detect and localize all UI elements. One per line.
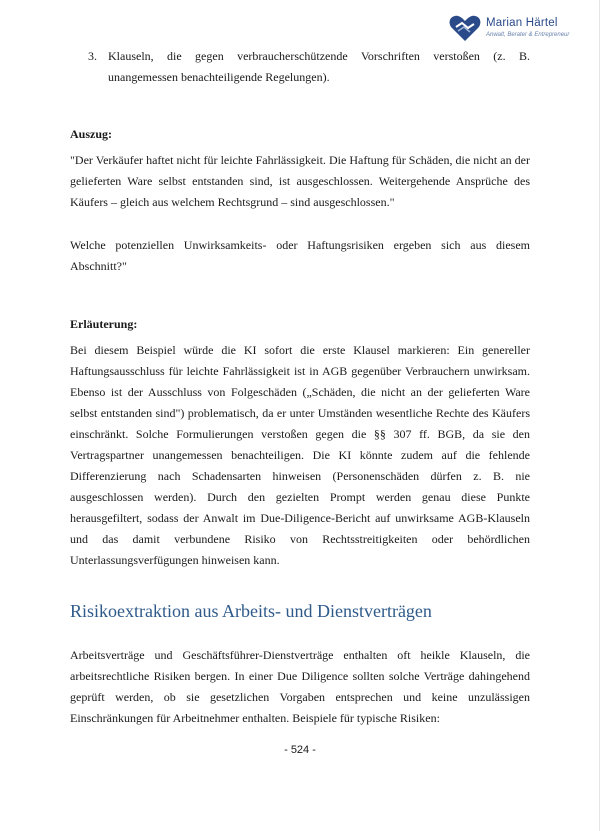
explanation-label: Erläuterung: — [70, 317, 138, 331]
handshake-heart-icon — [448, 13, 482, 43]
section-title: Risikoextraktion aus Arbeits- und Dienstverträgen — [70, 601, 432, 621]
prompt-question: Welche potenziellen Unwirksamkeits- oder Haftungsrisiken ergeben sich aus diesem Abschnitt?" — [70, 238, 530, 273]
excerpt-label: Auszug: — [70, 127, 113, 141]
page-number: - 524 - — [284, 744, 316, 756]
list-number: 3. — [88, 49, 97, 63]
explanation-text: Bei diesem Beispiel würde die KI sofort die erste Klausel markieren: Ein genereller Haftungsausschluss für leichte Fahrlässigkeit ist in AGB gegenüber Verbrauchern unwirksam. Ebenso ist der Ausschluss von Folgeschäden („Schäden, die nicht an der gelieferten Ware selbst entstanden sind") problematisch, da er unter Umständen wesentliche Rechte des Käufers einschränkt. Solche Formulierungen verstoßen gegen die §§ 307 ff. BGB, da sie den Vertragspartner unangemessen benachteiligen. Die KI könnte zudem auf die fehlende Differenzierung nach Schadensarten hinweisen (Personenschäden dürfen z. B. nie ausgeschlossen werden). Durch den gezielten Prompt werden genau diese Punkte herausgefiltert, sodass der Anwalt im Due-Diligence-Bericht auf unwirksame AGB-Klauseln und das damit verbundene Risiko von Rechtsstreitigkeiten oder behördlichen Unterlassungsverfügungen hinweisen kann. — [70, 343, 530, 567]
excerpt-text: "Der Verkäufer haftet nicht für leichte Fahrlässigkeit. Die Haftung für Schäden, die nicht an der gelieferten Ware selbst entstanden sind, ist ausgeschlossen. Weitergehende Ansprüche des Käufers – gleich aus welchem Rechtsgrund – sind ausgeschlossen." — [70, 153, 530, 209]
list-item-text: Klauseln, die gegen verbraucherschützende Vorschriften verstoßen (z. B. unangemessen benachteiligende Regelungen). — [108, 49, 530, 84]
numbered-list-item — [70, 46, 530, 88]
logo-name: Marian Härtel — [486, 17, 558, 30]
page-content — [70, 46, 530, 729]
logo-tagline: Anwalt, Berater & Entrepreneur — [486, 31, 570, 38]
logo — [448, 11, 593, 45]
section-text: Arbeitsverträge und Geschäftsführer-Dienstverträge enthalten oft heikle Klauseln, die arbeitsrechtliche Risiken bergen. In einer Due Diligence sollten solche Verträge dahingehend geprüft werden, ob sie gesetzlichen Vorgaben entsprechen und keine unzulässigen Einschränkungen für Arbeitnehmer enthalten. Beispiele für typische Risiken: — [70, 648, 530, 725]
